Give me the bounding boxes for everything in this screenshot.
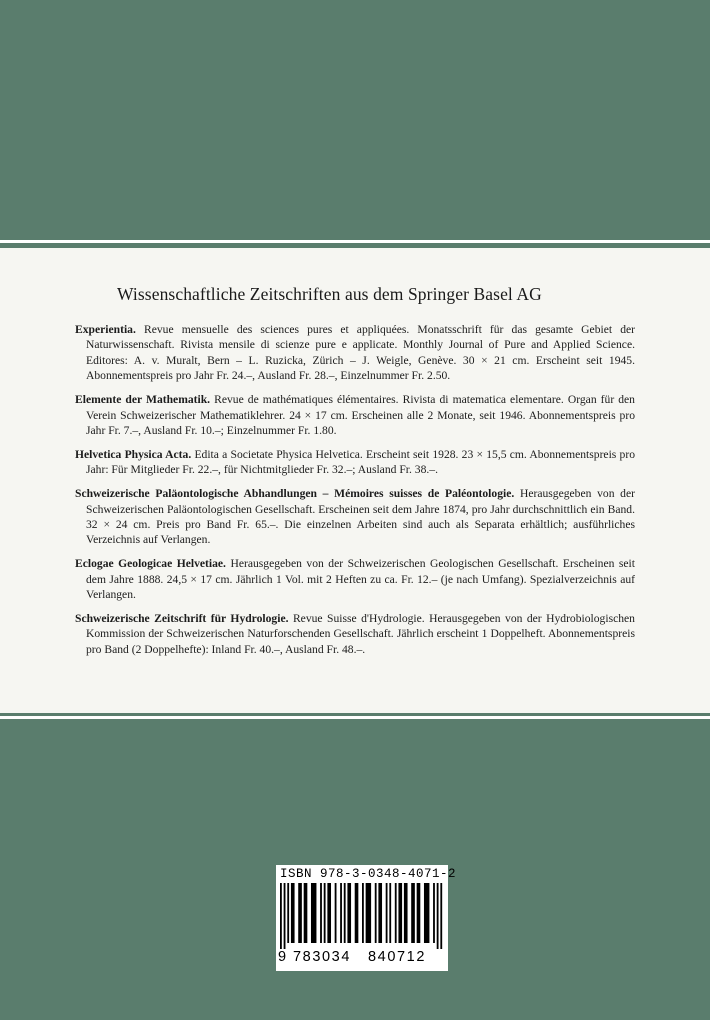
barcode-bar <box>437 883 439 949</box>
barcode-bar <box>340 883 342 943</box>
journal-title: Helvetica Physica Acta. <box>75 447 192 461</box>
barcode-digits-left: 783034 <box>293 949 351 965</box>
barcode-digit-lead: 9 <box>278 949 287 965</box>
barcode-bar <box>411 883 415 943</box>
barcode-bars <box>280 883 444 949</box>
barcode-bar <box>324 883 326 943</box>
journal-entry-eclogae <box>75 556 635 602</box>
journal-description: Herausgegeben von der Schweizerischen Paläontologischen Gesellschaft. Erscheinen seit dem Jahre 1874, pro Jahr durchschnittlich ein Band. 32 × 24 cm. Preis pro Band Fr. 65.–. Die einzelnen Arbeiten sind auch als Separata erhältlich; ausführliches Verzeichnis auf Verlangen. <box>86 487 635 547</box>
barcode-bar <box>287 883 289 943</box>
barcode-bar <box>355 883 359 943</box>
journal-entry-experientia <box>75 322 635 384</box>
cover-top-band <box>0 0 710 240</box>
barcode-bar <box>386 883 388 943</box>
journal-title: Elemente der Mathematik. <box>75 393 211 407</box>
journal-description: Revue de mathématiques élémentaires. Rivista di matematica elementare. Organ für den Verein Schweizerischer Mathematiklehrer. 24 × 17 cm. Erscheinen alle 2 Monate, seit 1946. Abonnementspreis pro Jahr Fr. 7.–, Ausland Fr. 10.–; Einzelnummer Fr. 1.80. <box>86 393 635 437</box>
journal-entry-elemente <box>75 392 635 438</box>
barcode-bar <box>320 883 322 943</box>
journal-entry-hydrologie <box>75 611 635 657</box>
barcode-bar <box>389 883 391 943</box>
journal-description: Revue Suisse d'Hydrologie. Herausgegeben von der Hydrobiologischen Kommission der Schweizerischen Naturforschenden Gesellschaft. Jährlich erscheint 1 Doppelheft. Abonnementspreis pro Band (2 Doppelhefte): Inland Fr. 40.–, Ausland Fr. 48.–. <box>86 612 635 656</box>
barcode-bar <box>362 883 364 943</box>
journal-list <box>75 322 635 666</box>
barcode-bar <box>298 883 302 943</box>
barcode-bar <box>440 883 442 949</box>
top-divider-rule <box>0 240 710 243</box>
isbn-label: ISBN 978-3-0348-4071-2 <box>280 867 457 881</box>
barcode-bar <box>280 883 282 949</box>
barcode-bar <box>398 883 402 943</box>
journal-description: Edita a Societate Physica Helvetica. Erscheint seit 1928. 23 × 15,5 cm. Abonnementspreis pro Jahr: Für Mitglieder Fr. 22.–, für Nichtmitglieder Fr. 32.–; Ausland Fr. 38.–. <box>86 447 635 477</box>
journal-title: Schweizerische Paläontologische Abhandlungen – Mémoires suisses de Paléontologie. <box>75 487 515 501</box>
barcode-bar <box>344 883 346 943</box>
barcode-bar <box>347 883 351 943</box>
barcode-bar <box>311 883 316 943</box>
barcode-bar <box>335 883 337 943</box>
barcode-bar <box>327 883 331 943</box>
barcode-digits-right: 840712 <box>368 949 426 965</box>
barcode-bar <box>284 883 286 949</box>
barcode-bar <box>291 883 295 943</box>
barcode-bar <box>378 883 382 943</box>
journal-title: Eclogae Geologicae Helvetiae. <box>75 557 226 571</box>
barcode-digits <box>276 949 448 969</box>
journal-title: Schweizerische Zeitschrift für Hydrologie. <box>75 612 289 625</box>
barcode-bar <box>366 883 371 943</box>
journal-description: Revue mensuelle des sciences pures et appliquées. Monatsschrift für das gesamte Gebiet der Naturwissenschaft. Rivista mensile di scienze pure e applicate. Monthly Journal of Pure and Applied Science. Editores: A. v. Muralt, Bern – L. Ruzicka, Zürich – J. Weigle, Genève. 30 × 21 cm. Erscheint seit 1945. Abonnementspreis pro Jahr Fr. 24.–, Ausland Fr. 28.–, Einzelnummer Fr. 2.50. <box>86 323 635 383</box>
journal-entry-palaeontologie <box>75 486 635 548</box>
barcode-bar <box>433 883 435 943</box>
barcode-bar <box>304 883 308 943</box>
barcode-bar <box>395 883 397 943</box>
barcode-bar <box>417 883 421 943</box>
barcode-bar <box>375 883 377 943</box>
barcode-bar <box>404 883 408 943</box>
barcode-bar <box>424 883 429 943</box>
journal-description: Herausgegeben von der Schweizerischen Geologischen Gesellschaft. Erscheinen seit dem Jahre 1888. 24,5 × 17 cm. Jährlich 1 Vol. mit 2 Heften zu ca. Fr. 12.– (je nach Umfang). Spezialverzeichnis auf Verlangen. <box>86 557 635 602</box>
catalog-heading: Wissenschaftliche Zeitschriften aus dem Springer Basel AG <box>117 284 542 304</box>
journal-entry-helvetica <box>75 447 635 478</box>
isbn-barcode <box>276 865 457 971</box>
journal-title: Experientia. <box>75 323 136 336</box>
